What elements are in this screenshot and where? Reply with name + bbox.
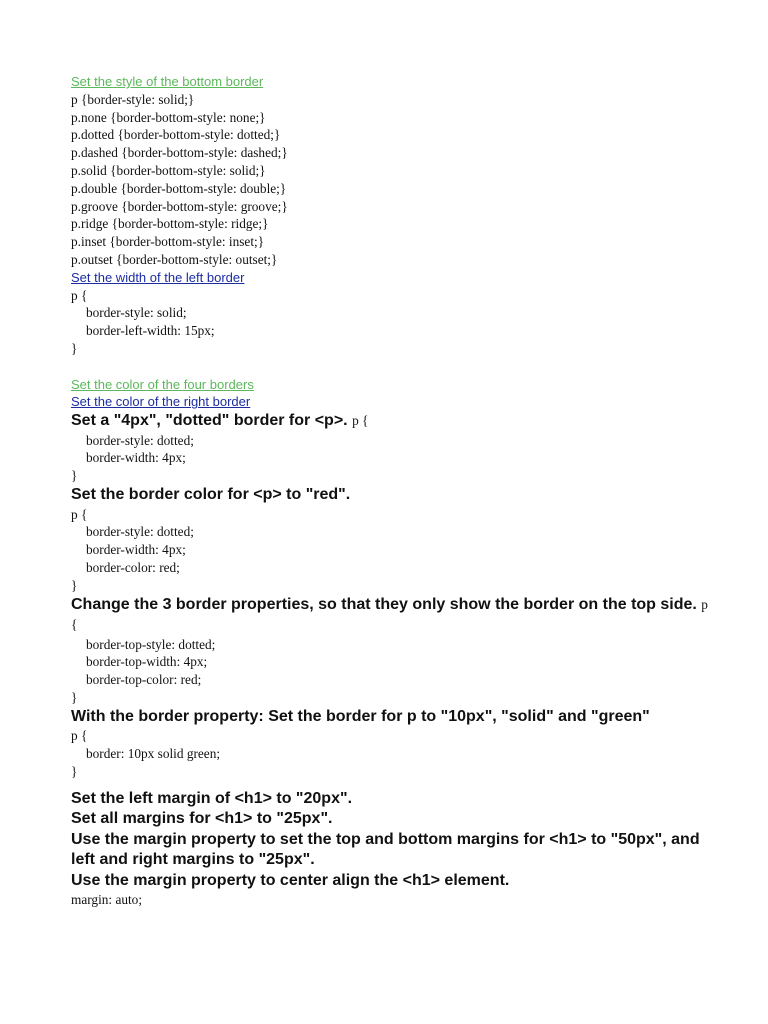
link-left-border-width[interactable]: Set the width of the left border <box>71 269 245 285</box>
code-line: p { <box>71 506 88 522</box>
exercise-heading-red: Set the border color for <p> to "red". <box>71 486 351 504</box>
code-line: border-style: dotted; <box>86 524 194 540</box>
code-line: border-width: 4px; <box>86 450 186 466</box>
code-line: } <box>71 763 78 779</box>
spacer <box>71 358 711 376</box>
code-line: p.inset {border-bottom-style: inset;} <box>71 234 265 250</box>
code-line: margin: auto; <box>71 892 143 908</box>
link-four-borders-color[interactable]: Set the color of the four borders <box>71 376 254 392</box>
exercise-heading-top-bottom-margins: Use the margin property to set the top and bottom margins for <h1> to "50px", and left and right margins to "25px". <box>71 830 700 869</box>
code-line: } <box>71 468 78 484</box>
code-line: p { <box>71 287 88 303</box>
exercise-heading-top <box>71 595 711 636</box>
exercise-heading-left-margin: Set the left margin of <h1> to "20px". <box>71 789 353 807</box>
code-line: p.double {border-bottom-style: double;} <box>71 180 287 196</box>
document-body <box>71 73 711 909</box>
code-line: border-left-width: 15px; <box>86 323 215 339</box>
exercise-heading-center-align: Use the margin property to center align the <h1> element. <box>71 871 510 889</box>
code-line: p {border-style: solid;} <box>71 91 195 107</box>
code-line: border-top-width: 4px; <box>86 654 208 670</box>
code-inline: p { <box>352 413 369 429</box>
code-line: p.outset {border-bottom-style: outset;} <box>71 251 278 267</box>
code-line: border-top-color: red; <box>86 672 202 688</box>
exercise-heading-shorthand: With the border property: Set the border for p to "10px", "solid" and "green" <box>71 707 650 725</box>
code-line: } <box>71 577 78 593</box>
code-line: } <box>71 689 78 705</box>
code-line: border-width: 4px; <box>86 542 186 558</box>
code-line: p { <box>71 728 88 744</box>
heading-text: Set a "4px", "dotted" border for <p>. <box>71 412 348 430</box>
code-line: p.none {border-bottom-style: none;} <box>71 109 266 125</box>
code-line: p.solid {border-bottom-style: solid;} <box>71 162 266 178</box>
code-line: border-top-style: dotted; <box>86 636 216 652</box>
code-line: border-color: red; <box>86 559 180 575</box>
link-right-border-color[interactable]: Set the color of the right border <box>71 394 251 410</box>
code-line: p.dashed {border-bottom-style: dashed;} <box>71 145 288 161</box>
code-line: border-style: dotted; <box>86 432 194 448</box>
code-line: p.dotted {border-bottom-style: dotted;} <box>71 127 281 143</box>
heading-text: Change the 3 border properties, so that they only show the border on the top side. <box>71 595 697 613</box>
code-line: p.ridge {border-bottom-style: ridge;} <box>71 216 269 232</box>
code-line: border: 10px solid green; <box>86 746 221 761</box>
code-line: p.groove {border-bottom-style: groove;} <box>71 198 288 214</box>
exercise-heading-dotted <box>71 411 711 432</box>
link-bottom-border-style[interactable]: Set the style of the bottom border <box>71 74 264 89</box>
exercise-heading-all-margins: Set all margins for <h1> to "25px". <box>71 810 333 828</box>
code-inline: p { <box>71 596 708 633</box>
spacer <box>71 781 711 789</box>
code-line: } <box>71 340 78 356</box>
code-line: border-style: solid; <box>86 305 187 321</box>
